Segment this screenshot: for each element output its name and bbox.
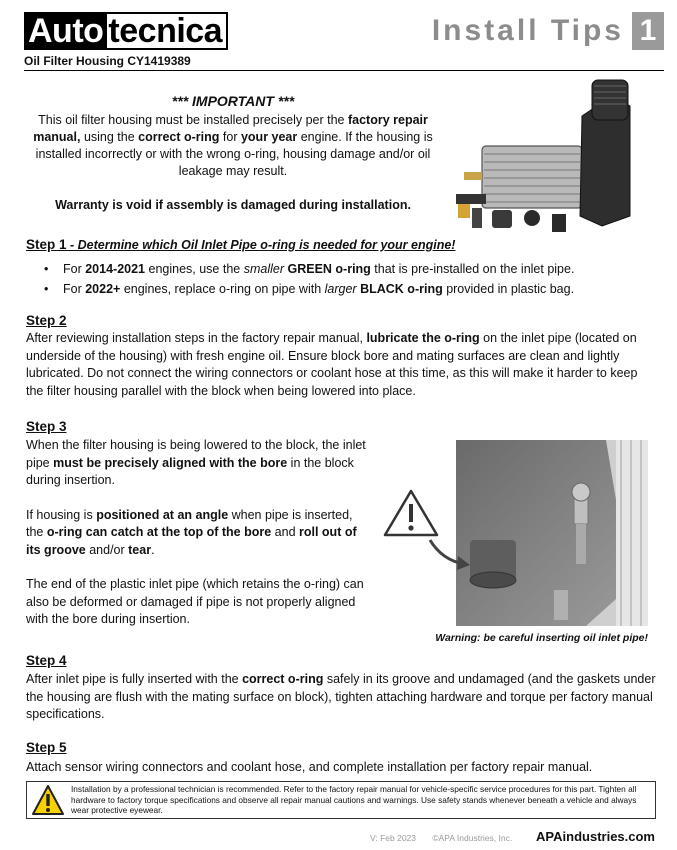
step3-paragraphs	[26, 437, 371, 629]
step5-heading: Step 5	[26, 740, 67, 755]
list-item: • For 2014-2021 engines, use the smaller GREEN o-ring that is pre-installed on the inlet pipe.	[44, 259, 574, 279]
step1-label: Step 1	[26, 237, 67, 252]
safety-notice-box	[26, 781, 656, 819]
step3-heading: Step 3	[26, 419, 67, 434]
warranty-warning: Warranty is void if assembly is damaged during installation.	[55, 198, 411, 212]
step1-bullet-list	[44, 259, 574, 299]
safety-notice-text: Installation by a professional technician is recommended. Refer to the factory repair manual for vehicle-specific service procedures for this part. Tighten all hardware to factory torque specifications and observe all repair manual cautions and warnings. Use safety stands whenever beneath a vehicle and always wear protective eyewear.	[71, 784, 637, 816]
photo-caption: Warning: be careful inserting oil inlet pipe!	[435, 632, 648, 644]
header-divider	[24, 70, 664, 71]
page-number-badge: 1	[632, 12, 664, 50]
important-heading: *** IMPORTANT ***	[171, 93, 295, 109]
step2-heading: Step 2	[26, 313, 67, 328]
step3-paragraph-2: If housing is positioned at an angle when pipe is inserted, the o-ring can catch at the top of the bore and roll out of its groove and/or tear.	[26, 507, 357, 557]
step1-description: - Determine which Oil Inlet Pipe o-ring is needed for your engine!	[66, 238, 456, 252]
website-link[interactable]: APAindustries.com	[536, 829, 655, 844]
version-text: V: Feb 2023	[370, 833, 416, 843]
step3-paragraph-1: When the filter housing is being lowered to the block, the inlet pipe must be precisely aligned with the bore in the block during insertion.	[26, 438, 366, 487]
logo-tecnica-part: tecnica	[108, 12, 223, 50]
step1-heading	[26, 237, 455, 252]
important-text: for	[219, 130, 241, 144]
important-notice	[18, 93, 448, 180]
important-body	[18, 112, 448, 180]
inlet-pipe-photo	[456, 440, 648, 626]
step4-paragraph: After inlet pipe is fully inserted with the correct o-ring safely in its groove and undamaged (and the gaskets under the housing are flush with the mating surface on block), tighten attaching hardware and torque per factory manual specifications.	[26, 672, 656, 721]
step2-paragraph: After reviewing installation steps in the factory repair manual, lubricate the o-ring on the inlet pipe (located on underside of the housing) with fresh engine oil. Ensure block bore and mating surfaces are clean and lightly lubricated. Do not connect the wiring connectors or coolant hose at this time, as this will make it harder to keep the filter housing parallel with the block when being lowered into place.	[26, 331, 638, 398]
part-subtitle: Oil Filter Housing CY1419389	[24, 54, 191, 68]
important-bold-factory: factory repair manual,	[33, 113, 428, 144]
step5-paragraph: Attach sensor wiring connectors and coolant hose, and complete installation per factory repair manual.	[26, 760, 593, 774]
step4-heading: Step 4	[26, 653, 67, 668]
copyright-text: ©APA Industries, Inc.	[432, 833, 513, 843]
important-bold-year: your year	[240, 130, 298, 144]
important-text: This oil filter housing must be installed precisely per the	[38, 113, 348, 127]
list-item: • For 2022+ engines, replace o-ring on pipe with larger BLACK o-ring provided in plastic bag.	[44, 279, 574, 299]
important-bold-oring: correct o-ring	[138, 130, 220, 144]
caution-icon	[31, 784, 65, 816]
autotecnica-logo	[24, 12, 228, 50]
important-text: engine. If the housing is installed incorrectly or with the wrong o-ring, housing damage and/or oil leakage may result.	[35, 130, 433, 178]
warning-triangle-icon	[382, 488, 440, 538]
logo-auto-part: Auto	[26, 14, 107, 48]
footer-meta	[370, 833, 526, 843]
oil-filter-housing-image	[452, 76, 642, 238]
install-tips-title: Install Tips	[431, 14, 624, 47]
important-text: using the	[80, 130, 139, 144]
page-header	[14, 8, 664, 66]
step3-paragraph-3: The end of the plastic inlet pipe (which retains the o-ring) can also be deformed or damaged if pipe is not properly aligned with the bore during insertion.	[26, 577, 364, 626]
arrow-icon	[428, 538, 472, 572]
